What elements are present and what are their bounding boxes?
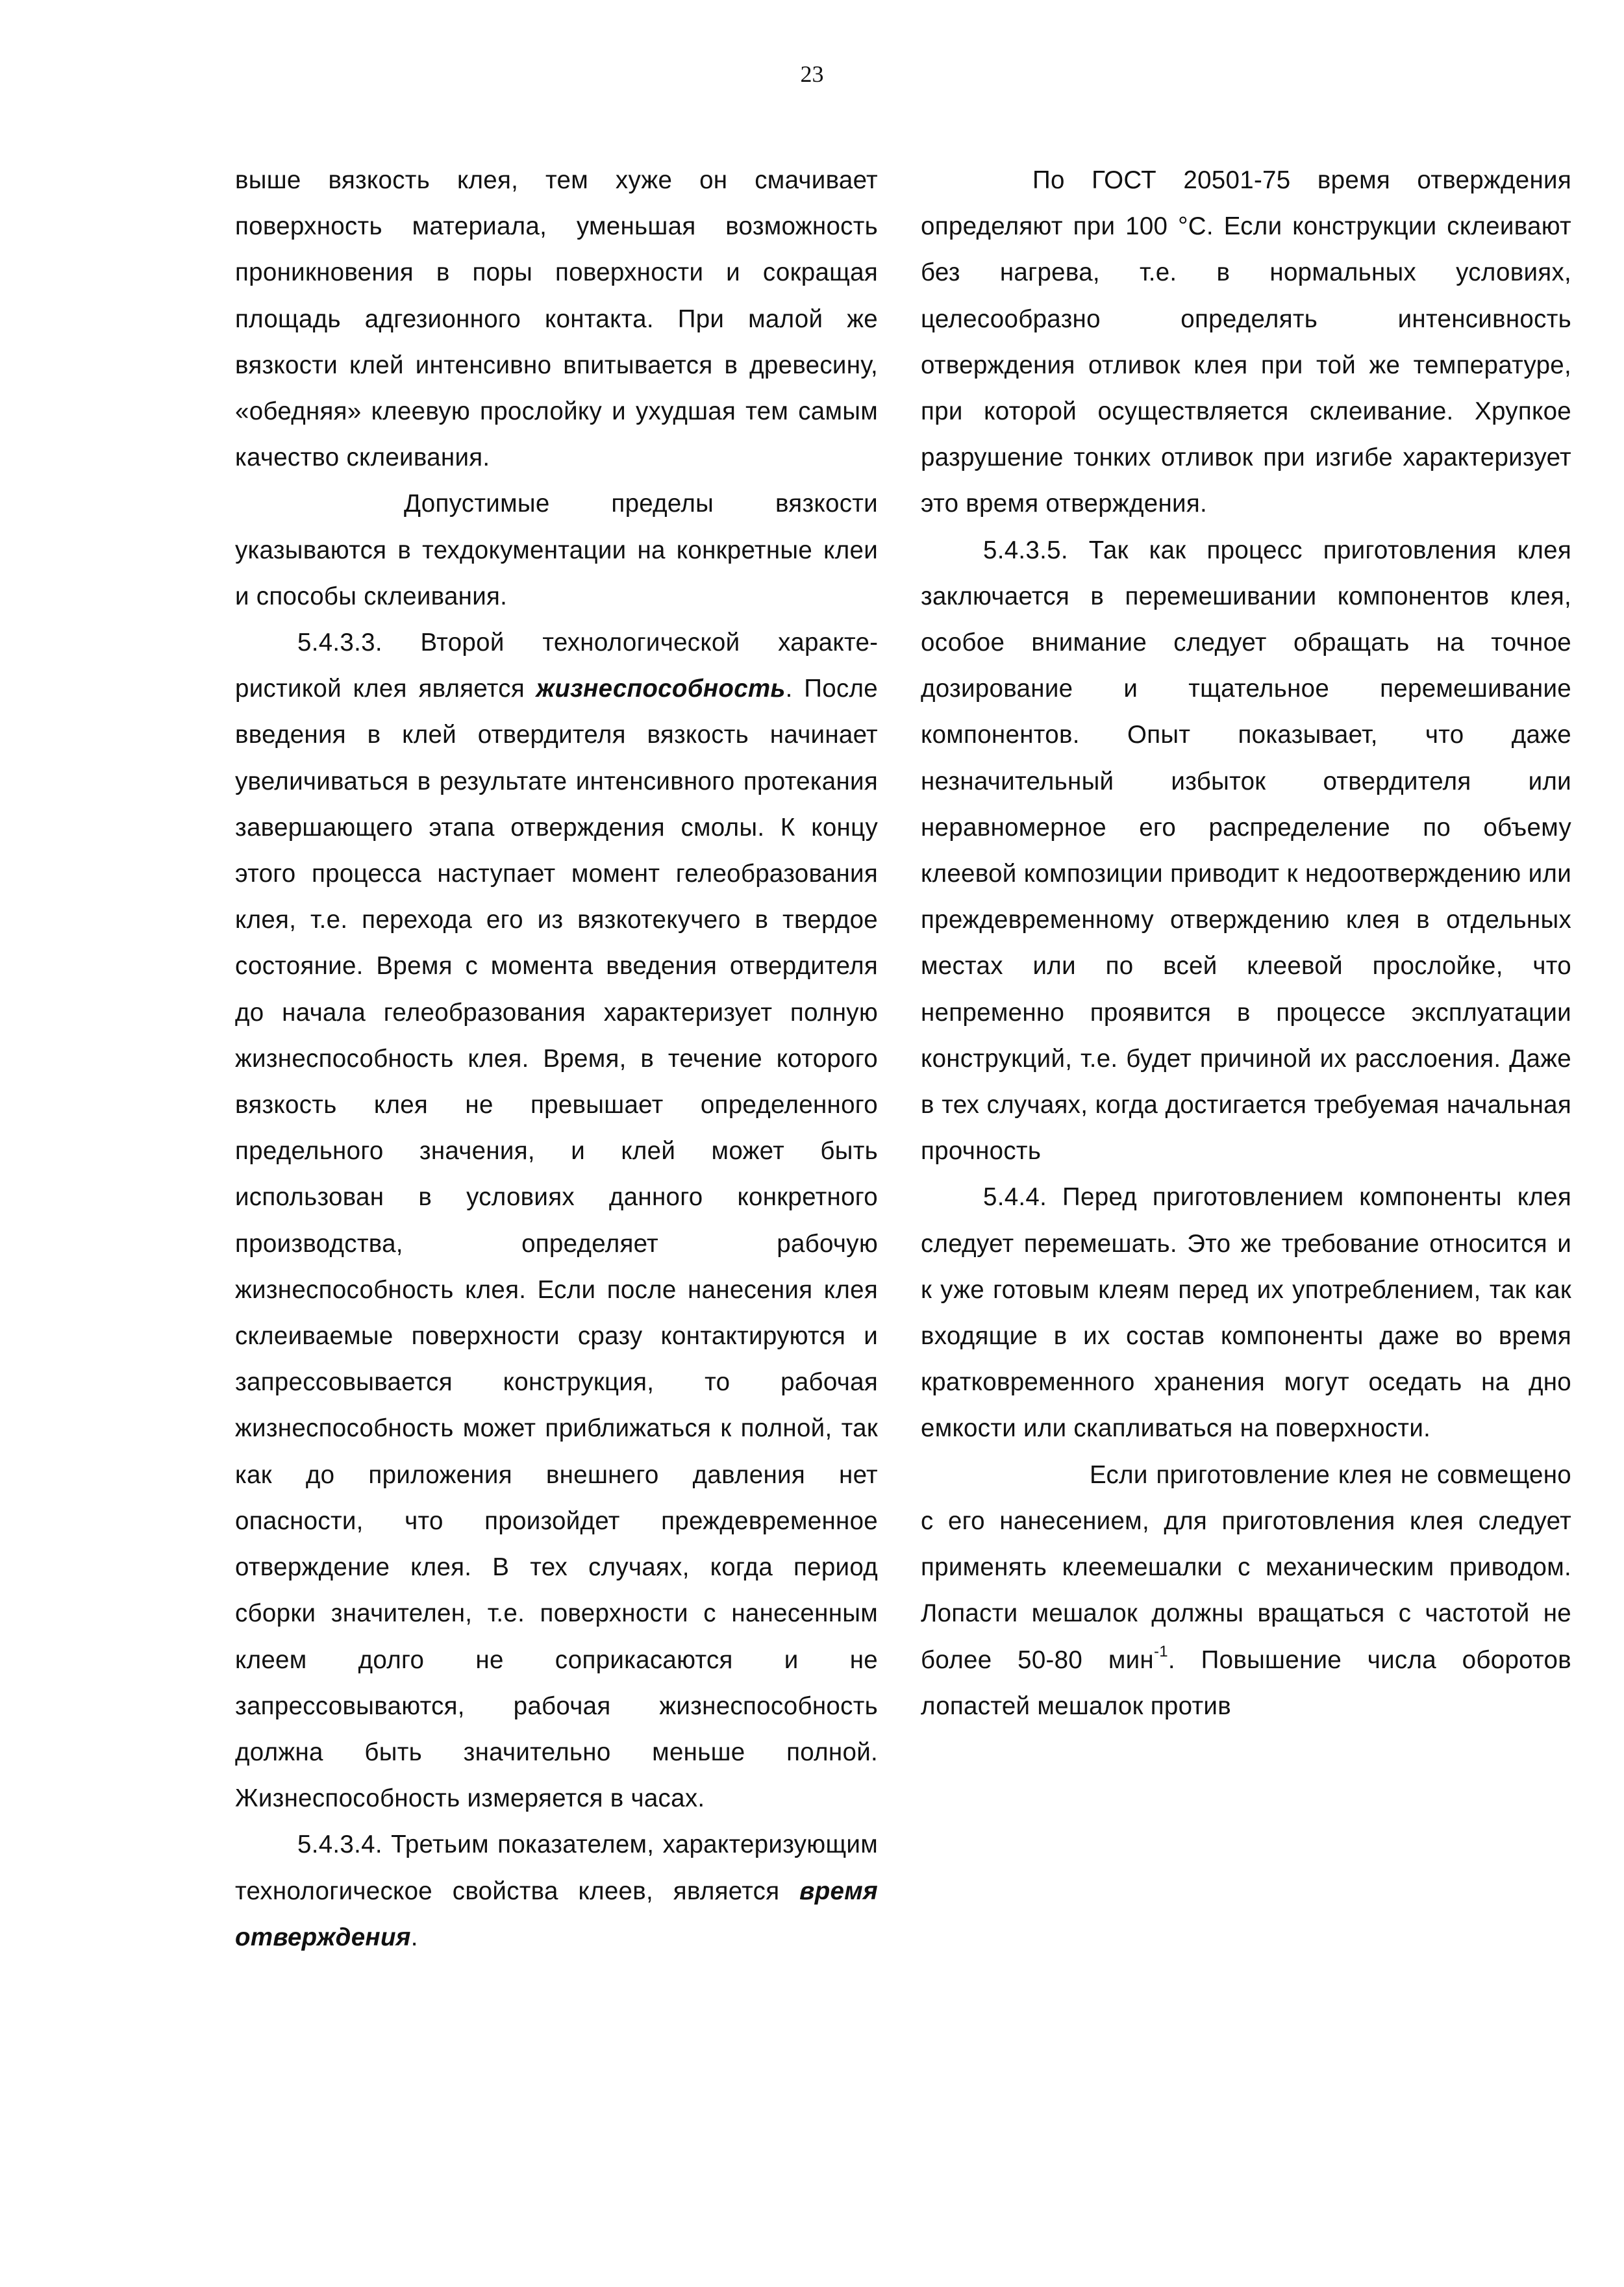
paragraph-viscosity-effect: выше вязкость клея, тем хуже он смачивает поверхность материала, уменьшая возможность проникновения в поры поверхности и сокращая площадь адгезионного контакта. При малой же вязкости клей интенсивно впитывается в древесину, «обедняя» клеевую прослойку и ухудшая тем самым качество склеивания. <box>235 166 878 472</box>
right-column <box>921 157 1571 1729</box>
temperature-unit: °С <box>1178 212 1206 241</box>
paragraph-gost-curing <box>921 157 1571 527</box>
page-number: 23 <box>800 61 824 87</box>
paragraph-section-5-4-3-5: 5.4.3.5. Так как процесс приготовления клея заключается в перемешивании компонентов клея, особое внимание следует обращать на точное дозирование и тщательное перемешивание компонентов. Опыт показывает, что даже незначительный избыток отвердителя или неравномерное его распределение по объему клеевой композиции приводит к недоотверждению или преждевременному отверждению клея в отдельных местах или по всей клеевой прослойке, что непременно проявится в процессе эксплуатации конструкций, т.е. будет причиной их расслоения. Даже в тех случаях, когда достигается требуемая начальная прочность <box>921 536 1571 1166</box>
term-pot-life: жизнеспособность <box>536 675 786 703</box>
mixers-end: . Повышение числа оборотов лопастей мешалок против <box>921 1645 1571 1720</box>
paragraph-glue-mixers <box>921 1452 1571 1729</box>
paragraph-section-5-4-3-3 <box>235 619 878 1821</box>
section-5-4-3-3-body: . После введения в клей отвердителя вязкость начинает увеличиваться в результате интенсивного протекания завершающего этапа отверждения смолы. К концу этого процесса наступает момент гелеобразования клея, т.е. перехода его из вязкотекучего в твердое состояние. Время с момента введения отвердителя до начала гелеобразования характеризует полную жизнеспособность клея. Время, в течение которого вязкость клея не превышает определенного предельного значения, и клей может быть использован в условиях данного конкретного производства, определяет рабочую жизнеспособность клея. Если после нанесения клея склеиваемые поверхности сразу контактируются и запрессовывается конструкция, то рабочая жизнеспособность может приближаться к полной, так как до приложения внешнего давления нет опасности, что произойдет преждевременное отверждение клея. В тех случаях, когда период сборки значителен, т.е. поверхности с нанесенным клеем долго не соприкасаются и не запрессовываются, рабочая жизнеспособность должна быть значительно меньше полной. Жизнеспособность измеряется в часах. <box>235 675 878 1813</box>
gost-body: . Если конструкции склеивают без нагрева, т.е. в нормальных условиях, целесообразно определять интенсивность отверждения отливок клея при той же температуре, при которой осуществляется склеивание. Хрупкое разрушение тонких отливок при изгибе характеризует это время отверждения. <box>921 212 1571 518</box>
left-column <box>235 157 878 1960</box>
term-curing-time: время отверждения <box>235 1877 878 1951</box>
rpm-exponent: -1 <box>1153 1642 1168 1660</box>
section-5-4-3-3-lead: 5.4.3.3. Второй технологической характеристикой клея является <box>235 629 878 703</box>
mixers-lead: Если приготовление клея не совмещено с его нанесением, для приготовления клея следует применять клеемешалки с механическим приводом. Лопасти мешалок должны вращаться с частотой не более 50-80 мин <box>921 1460 1571 1674</box>
section-5-4-3-4-lead: 5.4.3.4. Третьим показателем, характеризующим технологическое свойства клеев, является <box>235 1831 878 1905</box>
paragraph-section-5-4-3-4 <box>235 1821 878 1960</box>
gost-lead: По ГОСТ 20501-75 время отверждения определяют при 100 <box>921 166 1571 241</box>
paragraph-viscosity-limits: Допустимые пределы вязкости указываются в техдокументации на конкретные клеи и способы склеивания. <box>235 490 878 610</box>
section-5-4-3-4-end: . <box>410 1923 418 1951</box>
paragraph-section-5-4-4: 5.4.4. Перед приготовлением компоненты клея следует перемешать. Это же требование относится и к уже готовым клеям перед их употреблением, так как входящие в их состав компоненты даже во время кратковременного хранения могут оседать на дно емкости или скапливаться на поверхности. <box>921 1183 1571 1443</box>
